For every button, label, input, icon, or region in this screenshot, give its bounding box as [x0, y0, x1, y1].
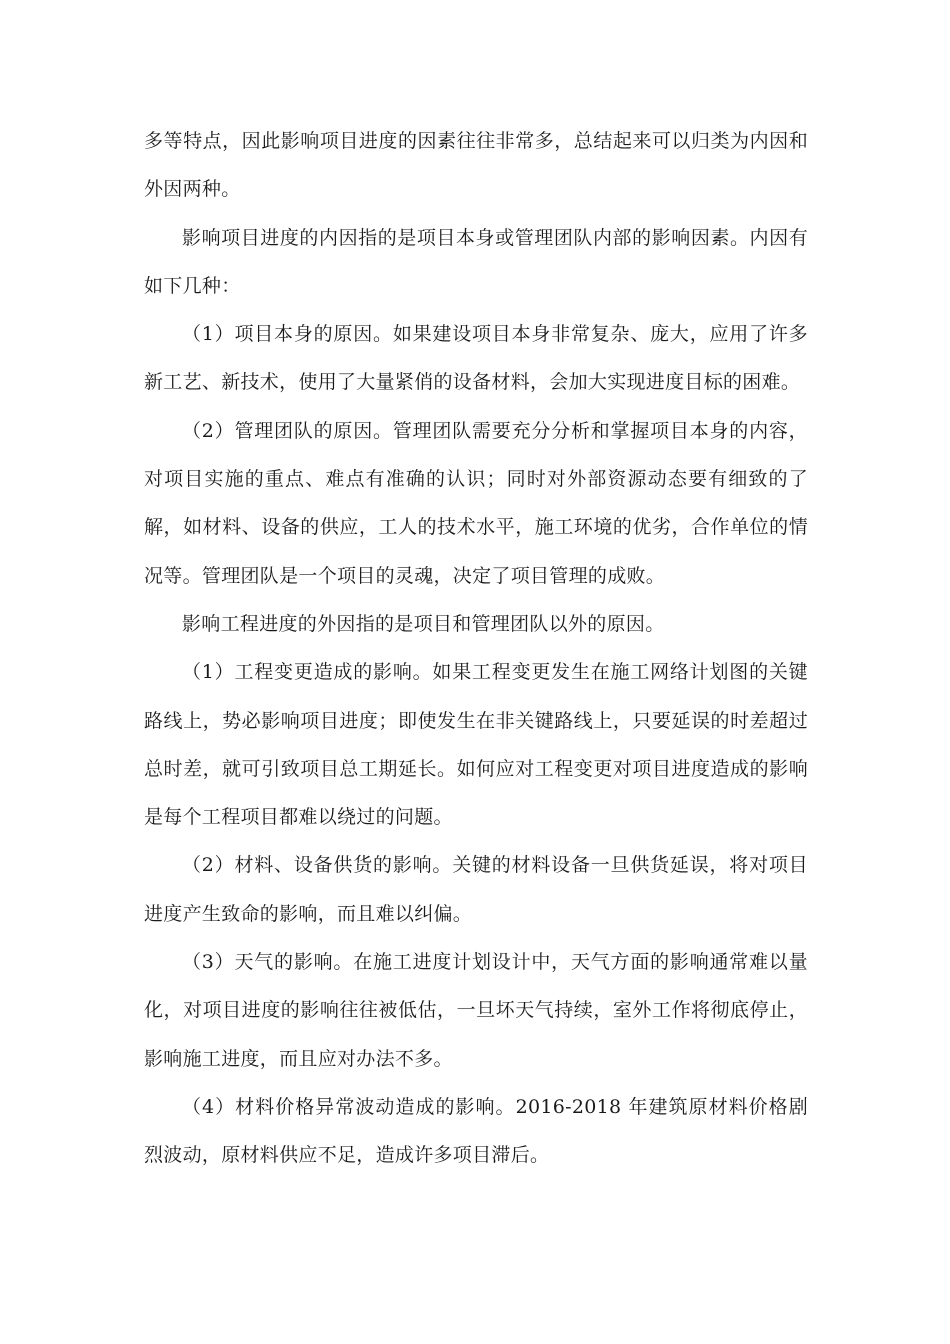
paragraph-internal-cause-2: （2）管理团队的原因。管理团队需要充分分析和掌握项目本身的内容，对项目实施的重点、难点有准确的认识；同时对外部资源动态要有细致的了解，如材料、设备的供应，工人的技术水平，施工环境的优劣，合作单位的情况等。管理团队是一个项目的灵魂，决定了项目管理的成败。	[144, 419, 808, 587]
paragraph-continuation: 多等特点，因此影响项目进度的因素往往非常多，总结起来可以归类为内因和外因两种。	[144, 130, 808, 201]
paragraph-internal-cause-1: （1）项目本身的原因。如果建设项目本身非常复杂、庞大，应用了许多新工艺、新技术，使用了大量紧俏的设备材料，会加大实现进度目标的困难。	[144, 323, 808, 394]
paragraph-external-cause-4: （4）材料价格异常波动造成的影响。2016-2018 年建筑原材料价格剧烈波动，原材料供应不足，造成许多项目滞后。	[144, 1095, 808, 1167]
paragraph-external-cause-1: （1）工程变更造成的影响。如果工程变更发生在施工网络计划图的关键路线上，势必影响项目进度；即使发生在非关键路线上，只要延误的时差超过总时差，就可引致项目总工期延长。如何应对工程变更对项目进度造成的影响是每个工程项目都难以绕过的问题。	[144, 661, 808, 829]
document-body	[144, 117, 808, 1180]
paragraph-internal-causes-intro: 影响项目进度的内因指的是项目本身或管理团队内部的影响因素。内因有如下几种：	[144, 226, 808, 297]
paragraph-external-cause-3: （3）天气的影响。在施工进度计划设计中，天气方面的影响通常难以量化，对项目进度的影响往往被低估，一旦坏天气持续，室外工作将彻底停止，影响施工进度，而且应对办法不多。	[144, 951, 808, 1070]
paragraph-external-causes-intro: 影响工程进度的外因指的是项目和管理团队以外的原因。	[182, 612, 665, 635]
paragraph-external-cause-2: （2）材料、设备供货的影响。关键的材料设备一旦供货延误，将对项目进度产生致命的影响，而且难以纠偏。	[144, 854, 808, 925]
